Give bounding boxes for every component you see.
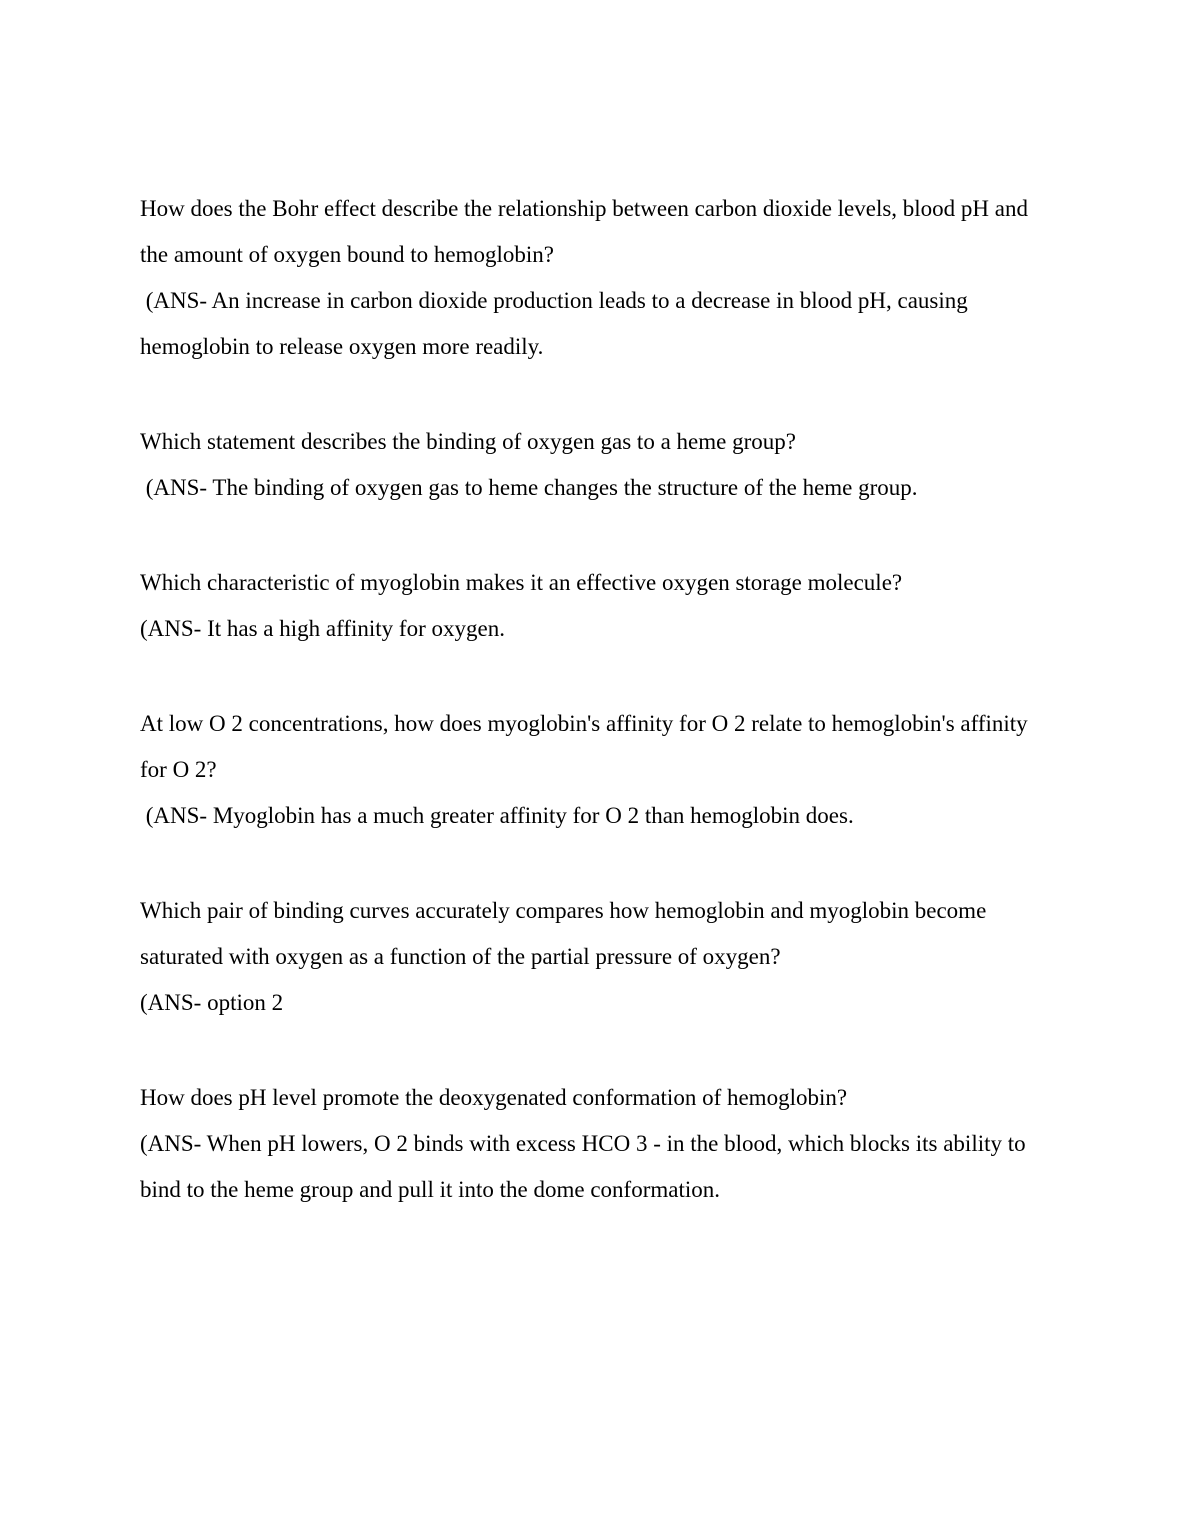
question-text: Which pair of binding curves accurately compares how hemoglobin and myoglobin become saturated with oxygen as a function of the partial pressure of oxygen? xyxy=(140,898,993,969)
question-text: Which characteristic of myoglobin makes it an effective oxygen storage molecule? xyxy=(140,570,903,595)
answer-text: (ANS- option 2 xyxy=(140,990,284,1015)
answer-text: (ANS- It has a high affinity for oxygen. xyxy=(140,616,505,641)
answer-text: (ANS- When pH lowers, O 2 binds with excess HCO 3 - in the blood, which blocks its ability to bind to the heme group and pull it into the dome conformation. xyxy=(140,1131,1032,1202)
answer-text: (ANS- Myoglobin has a much greater affinity for O 2 than hemoglobin does. xyxy=(140,803,854,828)
qa-item xyxy=(140,888,1048,1026)
answer-text: (ANS- An increase in carbon dioxide production leads to a decrease in blood pH, causing hemoglobin to release oxygen more readily. xyxy=(140,288,974,359)
qa-item xyxy=(140,560,1048,652)
question-text: At low O 2 concentrations, how does myoglobin's affinity for O 2 relate to hemoglobin's affinity for O 2? xyxy=(140,711,1034,782)
qa-item xyxy=(140,701,1048,839)
question-text: How does pH level promote the deoxygenated conformation of hemoglobin? xyxy=(140,1085,848,1110)
qa-item xyxy=(140,419,1048,511)
question-text: How does the Bohr effect describe the relationship between carbon dioxide levels, blood pH and the amount of oxygen bound to hemoglobin? xyxy=(140,196,1034,267)
qa-item xyxy=(140,186,1048,370)
question-text: Which statement describes the binding of oxygen gas to a heme group? xyxy=(140,429,796,454)
answer-text: (ANS- The binding of oxygen gas to heme changes the structure of the heme group. xyxy=(140,475,918,500)
qa-item xyxy=(140,1075,1048,1213)
document-content xyxy=(140,186,1048,1213)
